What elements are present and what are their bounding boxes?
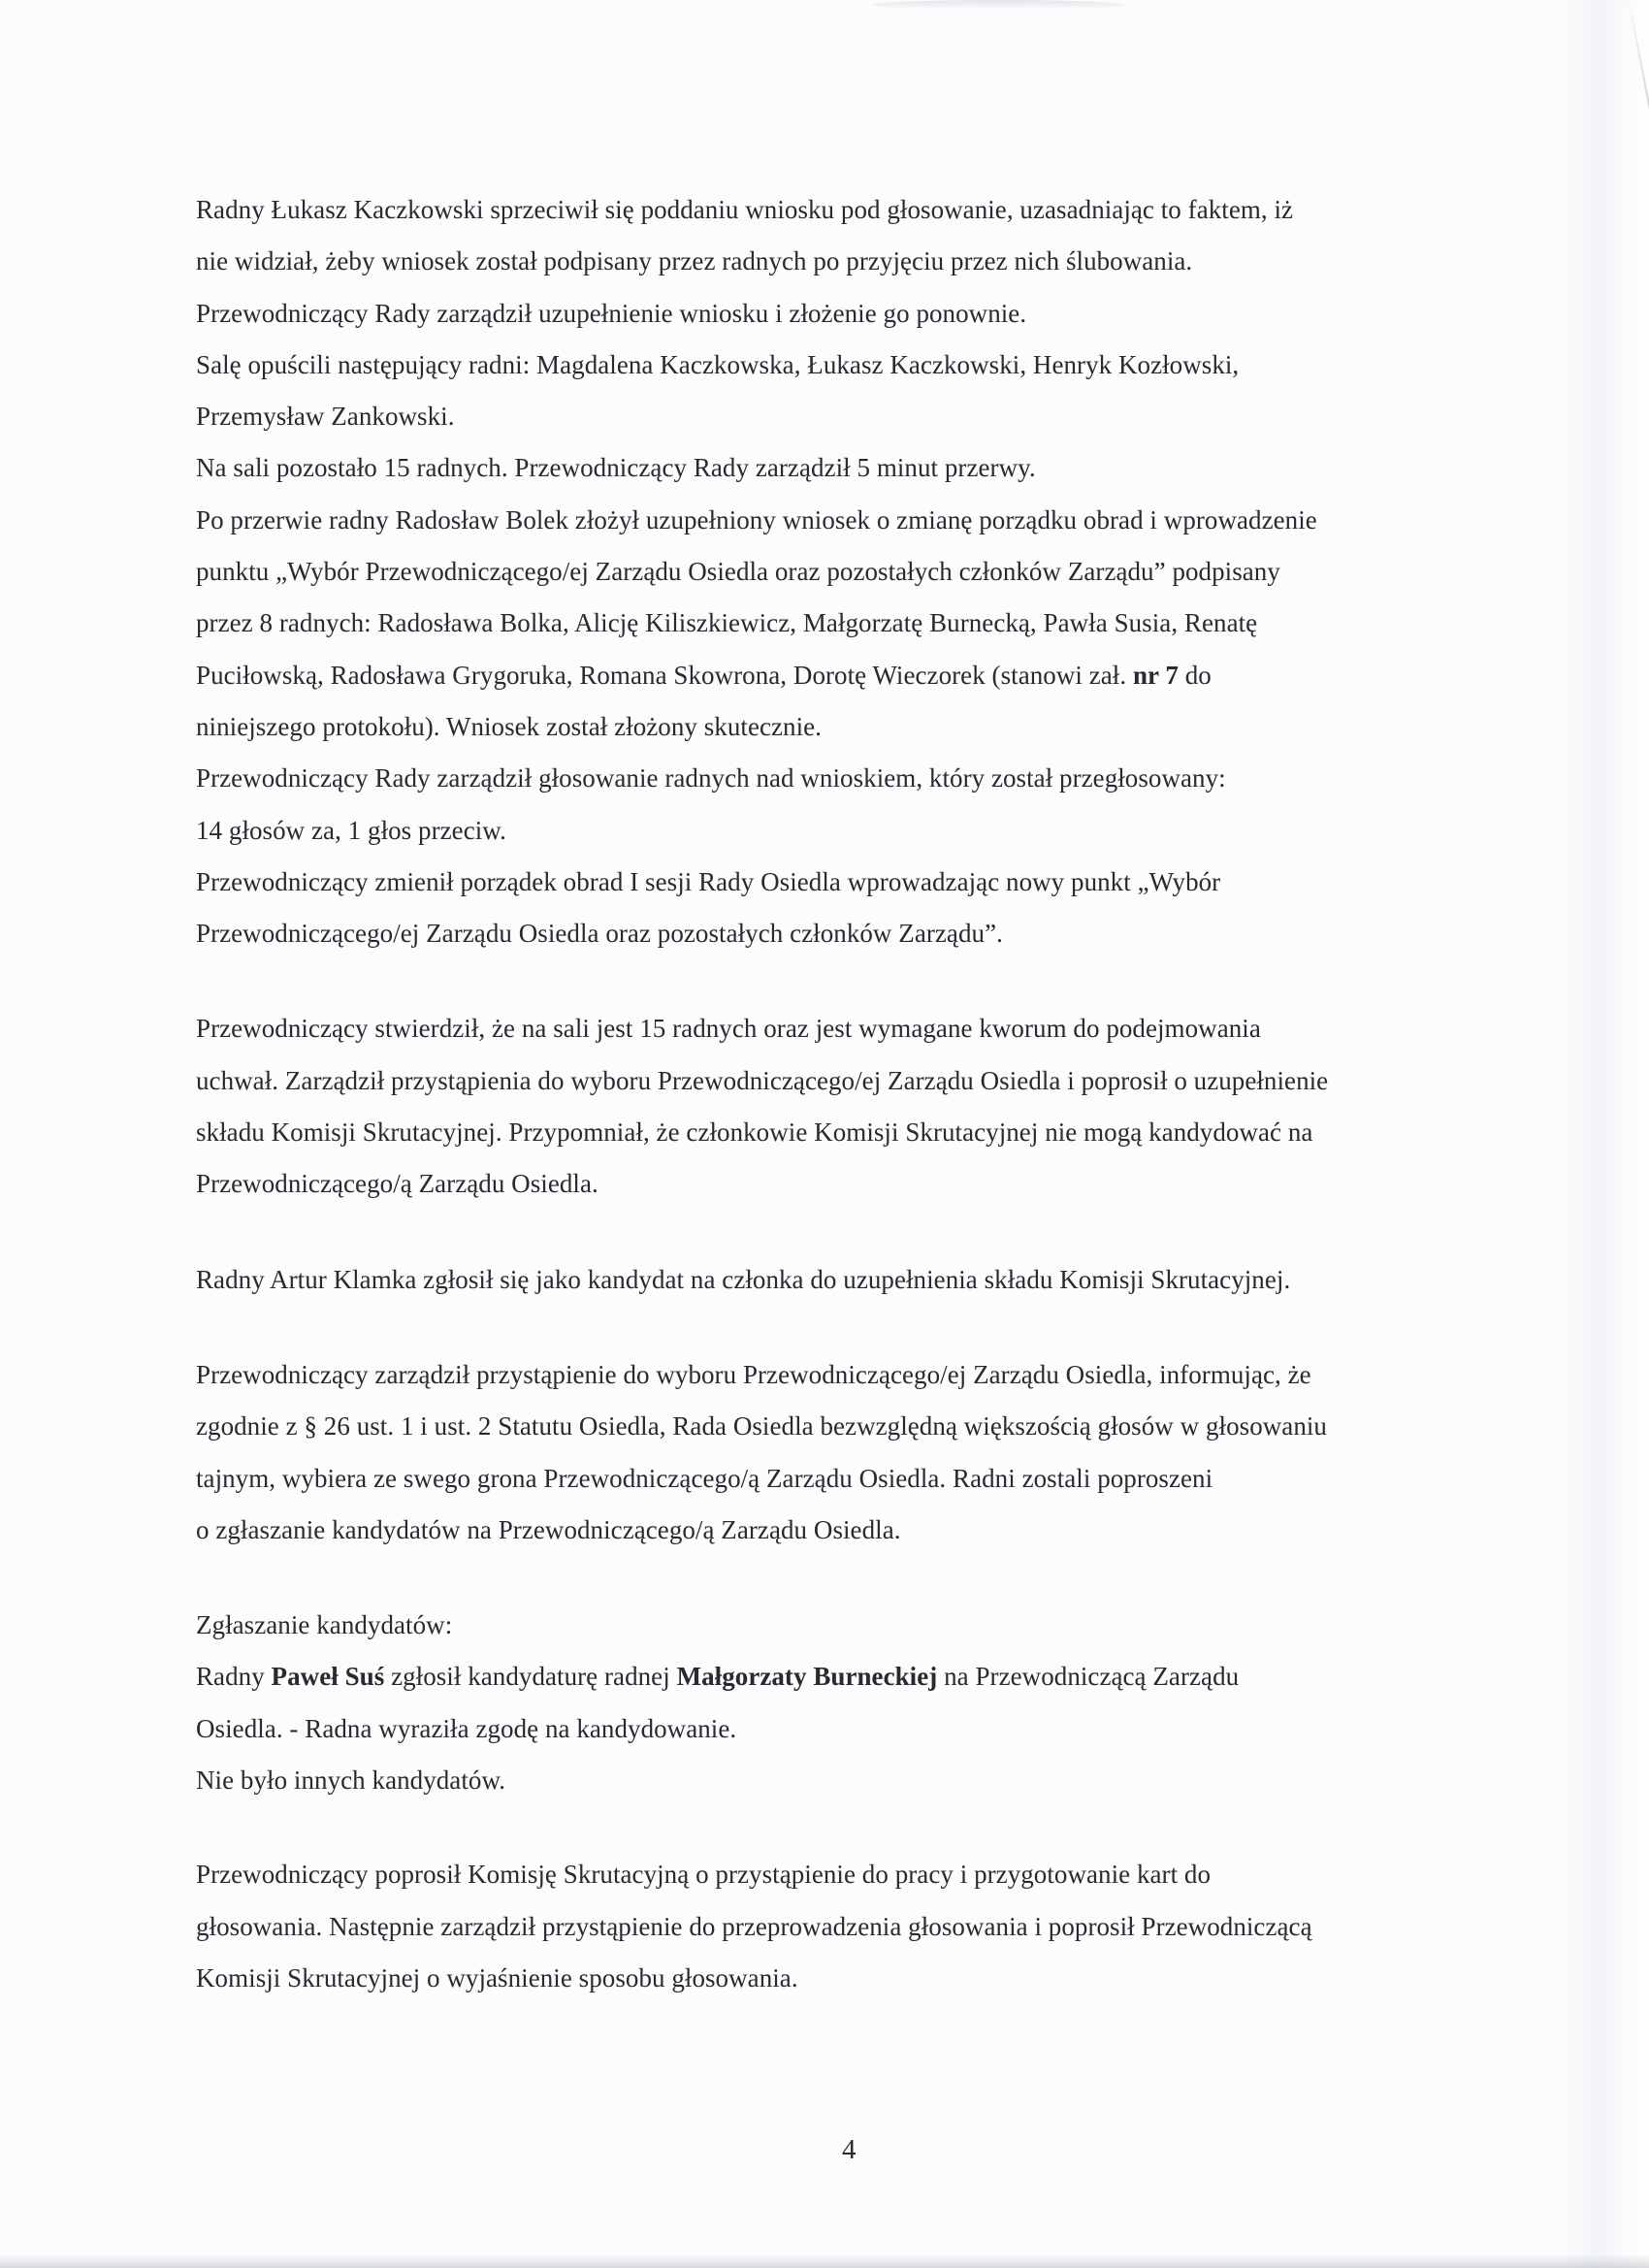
text-line: Nie było innych kandydatów. [196, 1766, 506, 1796]
text-line: niniejszego protokołu). Wniosek został złożony skutecznie. [196, 711, 822, 741]
text-line: Salę opuścili następujący radni: Magdalena Kaczkowska, Łukasz Kaczkowski, Henryk Kozłowski, [196, 349, 1240, 379]
candidate-name: Małgorzaty Burneckiej [676, 1662, 938, 1692]
text-line: zgodnie z § 26 ust. 1 i ust. 2 Statutu Osiedla, Rada Osiedla bezwzględną większością głosów w głosowaniu [196, 1411, 1327, 1442]
text-segment: Puciłowską, Radosława Grygoruka, Romana Skowrona, Dorotę Wieczorek (stanowi zał. [196, 660, 1133, 690]
scan-shadow [873, 0, 1125, 10]
text-line: Przewodniczącego/ą Zarządu Osiedla. [196, 1169, 598, 1199]
text-line: uchwał. Zarządził przystąpienia do wyboru Przewodniczącego/ej Zarządu Osiedla i poprosił o uzupełnienie [196, 1065, 1329, 1095]
text-line: Przewodniczący Rady zarządził uzupełnienie wniosku i złożenie go ponownie. [196, 298, 1027, 328]
candidate-nominator-name: Paweł Suś [271, 1662, 385, 1692]
paragraph-gap [196, 1211, 1496, 1254]
paragraph-quorum [196, 1003, 1496, 1210]
scan-bottom-edge [0, 2254, 1649, 2268]
text-segment: zgłosił kandydaturę radnej [384, 1662, 677, 1692]
text-line: 14 głosów za, 1 głos przeciw. [196, 815, 506, 845]
text-line: Przewodniczący Rady zarządził głosowanie radnych nad wnioskiem, który został przegłosowany: [196, 763, 1226, 794]
text-line: składu Komisji Skrutacyjnej. Przypomniał, że członkowie Komisji Skrutacyjnej nie mogą kandydować na [196, 1118, 1313, 1148]
text-line [196, 650, 1496, 701]
text-segment: do [1178, 660, 1212, 690]
text-line: punktu „Wybór Przewodniczącego/ej Zarządu Osiedla oraz pozostałych członków Zarządu” podpisany [196, 557, 1280, 587]
scan-edge [1562, 0, 1649, 2268]
text-line: Przewodniczący poprosił Komisję Skrutacyjną o przystąpienie do pracy i przygotowanie kart do [196, 1860, 1212, 1890]
text-line: Zgłaszanie kandydatów: [196, 1610, 453, 1640]
attachment-number: nr 7 [1132, 660, 1179, 690]
text-line: Na sali pozostało 15 radnych. Przewodniczący Rady zarządził 5 minut przerwy. [196, 453, 1036, 483]
text-line: Przewodniczący zmienił porządek obrad I sesji Rady Osiedla wprowadzając nowy punkt „Wybór [196, 866, 1221, 896]
document-page [196, 184, 1496, 2004]
paragraph-gap [196, 1556, 1496, 1600]
paragraph-election-rules [196, 1349, 1496, 1556]
text-line: Radny Artur Klamka zgłosił się jako kandydat na członka do uzupełnienia składu Komisji Skrutacyjnej. [196, 1264, 1291, 1294]
page-number: 4 [842, 2134, 857, 2165]
text-line: nie widział, żeby wniosek został podpisany przez radnych po przyjęciu przez nich ślubowania. [196, 246, 1193, 276]
text-line [196, 1651, 1496, 1702]
text-line: głosowania. Następnie zarządził przystąpienie do przeprowadzenia głosowania i poprosił Przewodniczącą [196, 1911, 1312, 1941]
text-line: przez 8 radnych: Radosława Bolka, Alicję Kiliszkiewicz, Małgorzatę Burnecką, Pawła Susia, Renatę [196, 608, 1258, 638]
text-segment: na Przewodniczącą Zarządu [937, 1662, 1240, 1692]
text-line: Komisji Skrutacyjnej o wyjaśnienie sposobu głosowania. [196, 1962, 798, 1993]
text-line: Przewodniczącego/ej Zarządu Osiedla oraz pozostałych członków Zarządu”. [196, 919, 1003, 949]
text-line: Osiedla. - Radna wyraziła zgodę na kandydowanie. [196, 1713, 737, 1743]
text-line: Przewodniczący stwierdził, że na sali jest 15 radnych oraz jest wymagane kworum do podejmowania [196, 1014, 1261, 1044]
paragraph-candidates [196, 1600, 1496, 1806]
text-line: Przewodniczący zarządził przystąpienie do wyboru Przewodniczącego/ej Zarządu Osiedla, informując, że [196, 1359, 1311, 1389]
paragraph-gap [196, 1806, 1496, 1849]
text-line: Przemysław Zankowski. [196, 402, 455, 432]
text-segment: Radny [196, 1662, 272, 1692]
paragraph-voting [196, 1849, 1496, 2004]
paragraph-gap [196, 959, 1496, 1003]
paragraph-motion-objection [196, 184, 1496, 959]
text-line: tajnym, wybiera ze swego grona Przewodniczącego/ą Zarządu Osiedla. Radni zostali poproszeni [196, 1463, 1213, 1493]
text-line: Radny Łukasz Kaczkowski sprzeciwił się poddaniu wniosku pod głosowanie, uzasadniając to faktem, iż [196, 195, 1294, 224]
text-line: o zgłaszanie kandydatów na Przewodniczącego/ą Zarządu Osiedla. [196, 1514, 901, 1544]
paragraph-commission-candidate [196, 1254, 1496, 1306]
paragraph-gap [196, 1306, 1496, 1349]
text-line: Po przerwie radny Radosław Bolek złożył uzupełniony wniosek o zmianę porządku obrad i wprowadzenie [196, 504, 1317, 535]
